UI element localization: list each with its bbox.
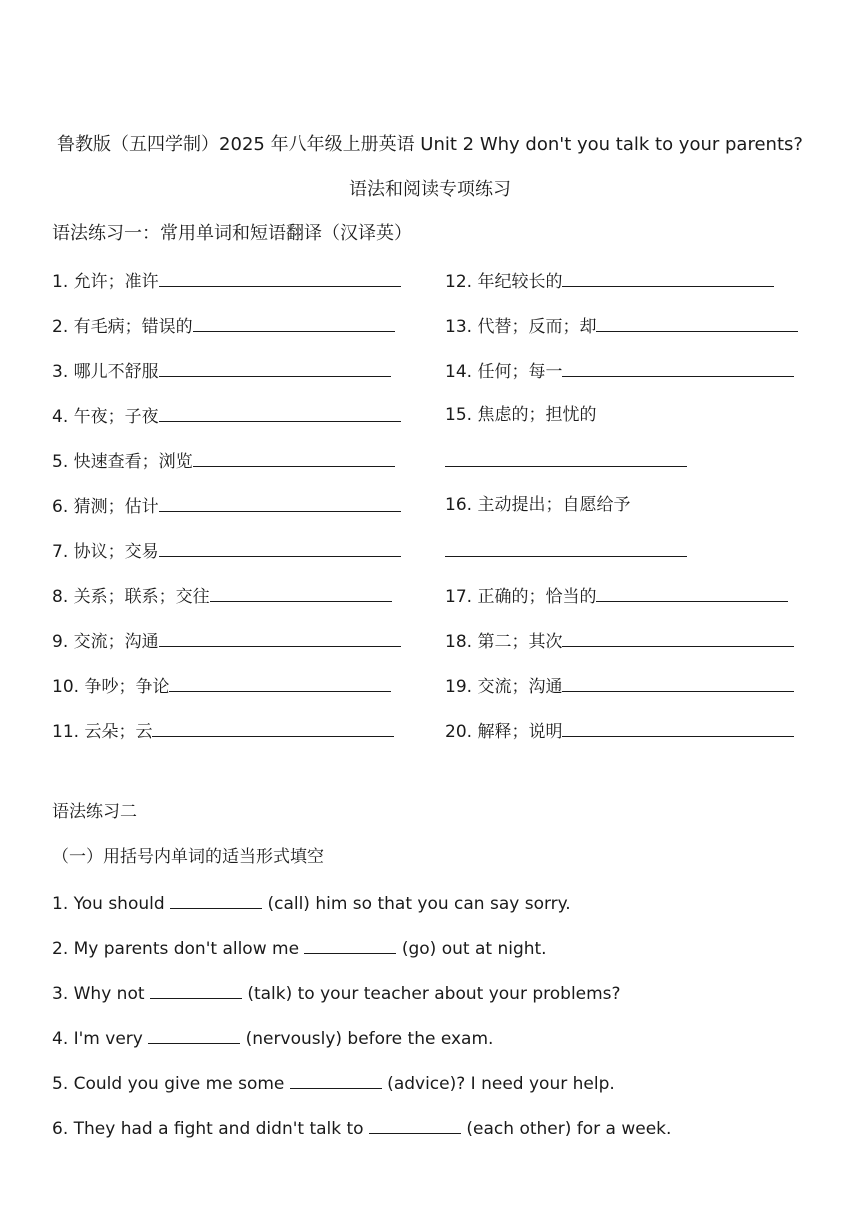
vocab-item-3: 3. 哪儿不舒服 <box>52 358 391 384</box>
fill-blank-sentence-4: 4. I'm very (nervously) before the exam. <box>52 1025 493 1051</box>
answer-blank <box>150 980 242 999</box>
vocab-item-19: 19. 交流；沟通 <box>445 673 794 699</box>
answer-blank <box>290 1070 382 1089</box>
fill-blank-sentence-6: 6. They had a fight and didn't talk to (each other) for a week. <box>52 1115 671 1141</box>
vocab-item-2: 2. 有毛病；错误的 <box>52 313 395 339</box>
answer-blank <box>304 935 396 954</box>
vocab-item-7: 7. 协议；交易 <box>52 538 401 564</box>
vocab-item-4: 4. 午夜；子夜 <box>52 403 401 429</box>
answer-blank <box>159 268 401 287</box>
vocab-item-6: 6. 猜测；估计 <box>52 493 401 519</box>
document-title: 鲁教版（五四学制）2025 年八年级上册英语 Unit 2 Why don't you talk to your parents? <box>57 134 803 155</box>
answer-blank <box>562 718 794 737</box>
answer-blank <box>152 718 394 737</box>
answer-blank <box>210 583 392 602</box>
answer-blank <box>170 890 262 909</box>
fill-blank-sentence-5: 5. Could you give me some (advice)? I need your help. <box>52 1070 615 1096</box>
answer-blank <box>562 673 794 692</box>
document-subtitle: 语法和阅读专项练习 <box>349 179 511 200</box>
answer-blank <box>159 403 401 422</box>
answer-blank <box>596 313 798 332</box>
vocab-item-8: 8. 关系；联系；交往 <box>52 583 392 609</box>
fill-blank-sentence-3: 3. Why not (talk) to your teacher about your problems? <box>52 980 621 1006</box>
vocab-item-13: 13. 代替；反而；却 <box>445 313 798 339</box>
vocab-item-16-blank <box>445 538 687 564</box>
vocab-item-20: 20. 解释；说明 <box>445 718 794 744</box>
vocab-item-15: 15. 焦虑的；担忧的 <box>445 405 597 425</box>
fill-blank-sentence-1: 1. You should (call) him so that you can say sorry. <box>52 890 571 916</box>
answer-blank <box>369 1115 461 1134</box>
answer-blank <box>159 358 391 377</box>
vocab-item-18: 18. 第二；其次 <box>445 628 794 654</box>
vocab-item-11: 11. 云朵；云 <box>52 718 394 744</box>
vocab-item-16: 16. 主动提出；自愿给予 <box>445 495 631 515</box>
vocab-item-9: 9. 交流；沟通 <box>52 628 401 654</box>
answer-blank <box>193 448 395 467</box>
answer-blank <box>562 358 794 377</box>
answer-blank <box>159 538 401 557</box>
fill-blank-sentence-2: 2. My parents don't allow me (go) out at night. <box>52 935 547 961</box>
section1-heading: 语法练习一：常用单词和短语翻译（汉译英） <box>52 223 412 244</box>
answer-blank <box>562 268 774 287</box>
answer-blank <box>445 448 687 467</box>
section2-heading: 语法练习二 <box>52 802 137 822</box>
answer-blank <box>562 628 794 647</box>
vocab-item-1: 1. 允许；准许 <box>52 268 401 294</box>
vocab-item-12: 12. 年纪较长的 <box>445 268 774 294</box>
answer-blank <box>159 628 401 647</box>
answer-blank <box>193 313 395 332</box>
vocab-item-10: 10. 争吵；争论 <box>52 673 391 699</box>
vocab-item-15-blank <box>445 448 687 474</box>
answer-blank <box>148 1025 240 1044</box>
answer-blank <box>445 538 687 557</box>
vocab-item-14: 14. 任何；每一 <box>445 358 794 384</box>
answer-blank <box>159 493 401 512</box>
vocab-item-17: 17. 正确的；恰当的 <box>445 583 788 609</box>
answer-blank <box>169 673 391 692</box>
answer-blank <box>596 583 788 602</box>
section2-subheading: （一）用括号内单词的适当形式填空 <box>52 847 324 867</box>
vocab-item-5: 5. 快速查看；浏览 <box>52 448 395 474</box>
